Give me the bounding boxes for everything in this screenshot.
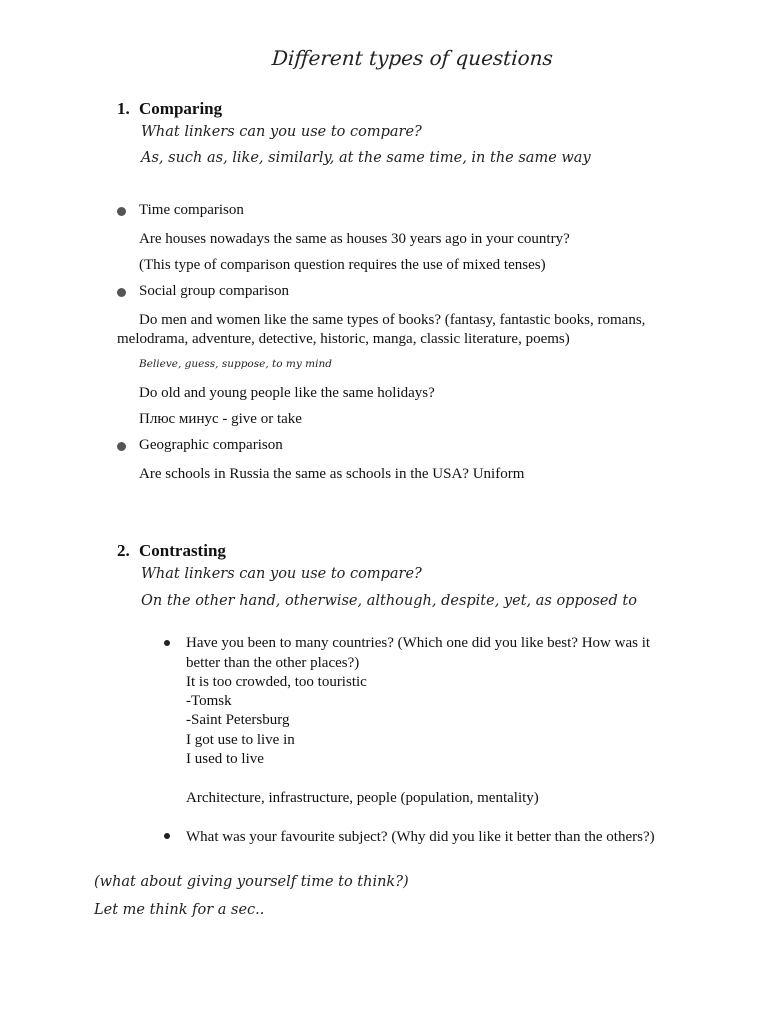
section-1-linkers-question: What linkers can you use to compare? [141,124,422,140]
favourite-subject-question: What was your favourite subject? (Why did you like it better than the others?) [186,829,655,845]
time-comparison-question: Are houses nowadays the same as houses 30 years ago in your country? [139,231,570,247]
section-2-heading: Contrasting [139,541,226,560]
section-2-number: 2. [117,541,130,560]
bullet-social-group-label: Social group comparison [139,283,289,299]
countries-answer-line4: I got use to live in [186,732,295,748]
section-1-heading: Comparing [139,99,223,118]
footer-note-line2: Let me think for a sec.. [94,902,265,918]
time-comparison-note: (This type of comparison question requires the use of mixed tenses) [139,257,546,273]
countries-question-line2: better than the other places?) [186,655,360,671]
countries-answer-line2: -Tomsk [186,693,232,709]
bullet-icon [117,288,126,297]
section-2-linkers-answer: On the other hand, otherwise, although, despite, yet, as opposed to [141,593,637,609]
social-group-question-2: Do old and young people like the same holidays? [139,385,435,401]
bullet-icon [117,207,126,216]
page-title: Different types of questions [271,46,554,70]
social-group-handwritten-note: Believe, guess, suppose, to my mind [139,358,332,370]
social-group-note: Плюс минус - give or take [139,411,302,427]
social-group-question-line2: melodrama, adventure, detective, historic, manga, classic literature, poems) [117,331,570,347]
countries-answer-line1: It is too crowded, too touristic [186,674,367,690]
countries-answer-line3: -Saint Petersburg [186,712,290,728]
countries-question-line1: Have you been to many countries? (Which one did you like best? How was it [186,635,651,651]
bullet-time-comparison-label: Time comparison [139,202,244,218]
section-2-linkers-question: What linkers can you use to compare? [141,566,422,582]
geographic-question: Are schools in Russia the same as schools in the USA? Uniform [139,466,525,482]
section-1-linkers-answer: As, such as, like, similarly, at the same time, in the same way [141,150,591,166]
bullet-icon [117,442,126,451]
countries-answer-line6: Architecture, infrastructure, people (population, mentality) [186,790,539,806]
footer-note-line1: (what about giving yourself time to think?) [94,874,409,890]
social-group-question-line1: Do men and women like the same types of books? (fantasy, fantastic books, romans, [139,312,646,328]
section-1-number: 1. [117,99,130,118]
bullet-geographic-label: Geographic comparison [139,437,283,453]
bullet-icon [164,640,170,646]
countries-answer-line5: I used to live [186,751,264,767]
bullet-icon [164,833,170,839]
